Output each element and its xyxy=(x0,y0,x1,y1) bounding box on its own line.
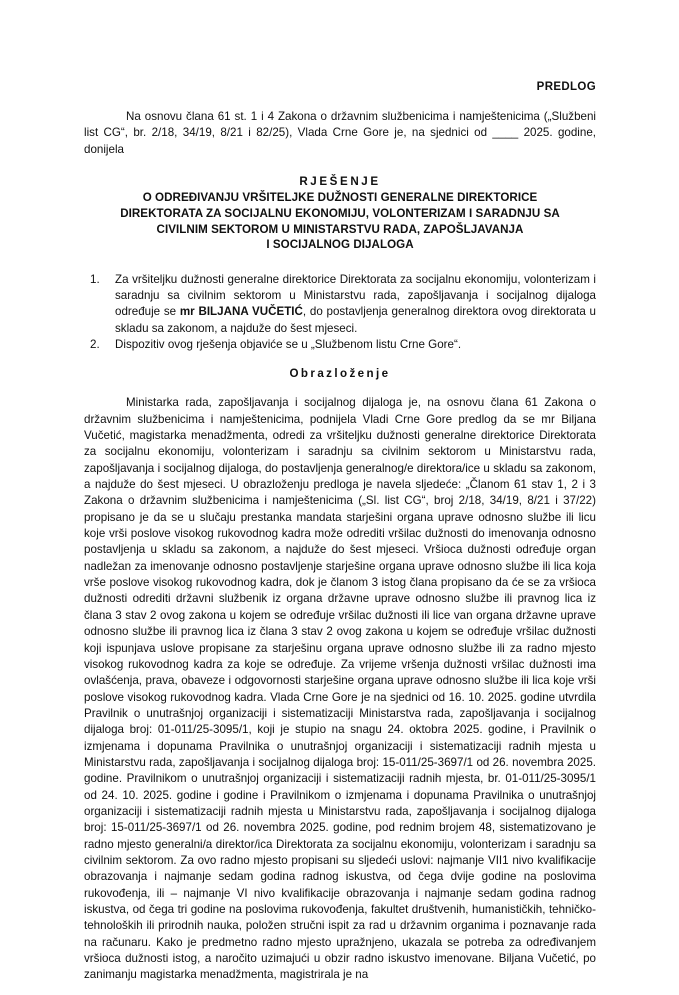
decision-item-number: 1. xyxy=(90,272,100,286)
legal-basis-paragraph: Na osnovu člana 61 st. 1 i 4 Zakona o državnim službenicima i namještenicima („Službeni list CG“, br. 2/18, 34/19, 8/21 i 82/25), Vlada Crne Gore je, na sjednici od ____ 2025. godine, donijela xyxy=(84,110,596,156)
decision-items-list xyxy=(84,272,596,353)
decision-title-line-2: DIREKTORATA ZA SOCIJALNU EKONOMIJU, VOLONTERIZAM I SARADNJU SA xyxy=(120,207,560,221)
decision-title-line-1: O ODREĐIVANJU VRŠITELJKE DUŽNOSTI GENERALNE DIREKTORICE xyxy=(142,191,538,205)
decision-title-line-4: I SOCIJALNOG DIJALOGA xyxy=(266,238,414,252)
decision-item-emphasis: mr BILJANA VUČETIĆ xyxy=(179,305,303,319)
decision-item-text-before: Za vršiteljku dužnosti generalne direktorice Direktorata za socijalnu ekonomiju, volonterizam i saradnju sa civilnim sektorom u Ministarstvu rada, zapošljavanja i socijalnog dijaloga određuje se xyxy=(115,272,596,319)
decision-item-text-after: , do postavljenja generalnog direktora ovog direktorata u skladu sa zakonom, a najduže do šest mjeseci. xyxy=(115,305,597,335)
decision-title-main: RJEŠENJE xyxy=(299,174,381,188)
decision-title-line-3: CIVILNIM SEKTOROM U MINISTARSTVU RADA, ZAPOŠLJAVANJA xyxy=(156,222,524,236)
explanation-heading: Obrazloženje xyxy=(289,367,391,381)
document-tag-predlog: PREDLOG xyxy=(536,81,596,93)
decision-title-subtitle xyxy=(84,190,596,252)
decision-item-text xyxy=(115,337,596,353)
decision-item xyxy=(84,272,596,337)
decision-item-text xyxy=(115,272,596,337)
decision-item-number: 2. xyxy=(90,338,100,352)
decision-item-text-before: Dispozitiv ovog rješenja objaviće se u „Službenom listu Crne Gore“. xyxy=(115,338,462,352)
decision-title-block xyxy=(84,174,596,253)
explanation-body-paragraph: Ministarka rada, zapošljavanja i socijalnog dijaloga je, na osnovu člana 61 Zakona o državnim službenicima i namještenicima, podnijela Vladi Crne Gore predlog da se mr Biljana Vučetić, magistarka menadžmenta, odredi za vršiteljku dužnosti generalne direktorice Direktorata za socijalnu ekonomiju, volonterizam i saradnju sa civilnim sektorom u Ministarstvu rada, zapošljavanja i socijalnog dijaloga, do postavljenja generalnog/e direktora/ice u skladu sa zakonom, a najduže do šest mjeseci. U obrazloženju predloga je navela sljedeće: „Članom 61 stav 1, 2 i 3 Zakona o državnim službenicima i namještenicima („Sl. list CG“, broj 2/18, 34/19, 8/21 i 37/22) propisano je da se u slučaju prestanka mandata starješini organa uprave odnosno službe ili licu koje vrši poslove visokog rukovodnog kadra može odrediti vršilac dužnosti do imenovanja odnosno postavljenja u skladu sa zakonom, a najduže do šest mjeseci. Vršioca dužnosti određuje organ nadležan za imenovanje odnosno postavljenje starješine organa uprave odnosno službe ili lica koja vrše poslove visokog rukovodnog kadra, dok je članom 3 istog člana propisano da će se za vršioca dužnosti odrediti državni službenik iz organa državne uprave odnosno službe ili pravnog lica iz člana 3 stav 2 ovog zakona u kojem se određuje vršilac dužnosti ili lice van organa državne uprave odnosno službe ili pravnog lica iz člana 3 stav 2 ovog zakona u kojem se određuje vršilac dužnosti koji ispunjava uslove propisane za starješinu organa uprave odnosno službe ili za radno mjesto visokog rukovodnog kadra za koje se određuje. Za vrijeme vršenja dužnosti vršilac dužnosti ima ovlašćenja, prava, obaveze i odgovornosti starješine organa uprave odnosno službe ili lica koje vrši poslove visokog rukovodnog kadra. Vlada Crne Gore je na sjednici od 16. 10. 2025. godine utvrdila Pravilnik o unutrašnjoj organizaciji i sistematizaciji Ministarstva rada, zapošljavanja i socijalnog dijaloga broj: 01-011/25-3095/1, koji je stupio na snagu 24. oktobra 2025. godine, i Pravilnik o izmjenama i dopunama Pravilnika o unutrašnjoj organizaciji i sistematizaciji radnih mjesta u Ministarstvu rada, zapošljavanja i socijalnog dijaloga broj: 15-011/25-3697/1 od 26. novembra 2025. godine. Pravilnikom o unutrašnjoj organizaciji i sistematizaciji radnih mjesta, br. 01-011/25-3095/1 od 24. 10. 2025. godine i godine i Pravilnikom o izmjenama i dopunama Pravilnika o unutrašnjoj organizaciji i sistematizaciji radnih mjesta u Ministarstvu rada, zapošljavanja i socijalnog dijaloga broj: 15-011/25-3697/1 od 26. novembra 2025. godine, pod rednim brojem 48, sistematizovano je radno mjesto generalni/a direktor/ica Direktorata za socijalnu ekonomiju, volonterizam i saradnju sa civilnim sektorom. Za ovo radno mjesto propisani su sljedeći uslovi: najmanje VII1 nivo kvalifikacije obrazovanja i najmanje sedam godina radnog iskustva, od čega dvije godine na poslovima rukovođenja, ili – najmanje VI nivo kvalifikacije obrazovanja i najmanje sedam godina radnog iskustva, od čega tri godine na poslovima rukovođenja, fakultet društvenih, humanističkih, tehničko-tehnoloških ili prirodnih nauka, položen stručni ispit za rad u državnim organima i poznavanje rada na računaru. Kako je predmetno radno mjesto upražnjeno, ukazala se potreba za određivanjem vršioca dužnosti istog, a naročito uzimajući u obzir radno iskustvo imenovane. Biljana Vučetić, po zanimanju magistarka menadžmenta, magistrirala je na xyxy=(84,396,596,982)
document-content xyxy=(84,0,596,995)
decision-item xyxy=(84,337,596,353)
